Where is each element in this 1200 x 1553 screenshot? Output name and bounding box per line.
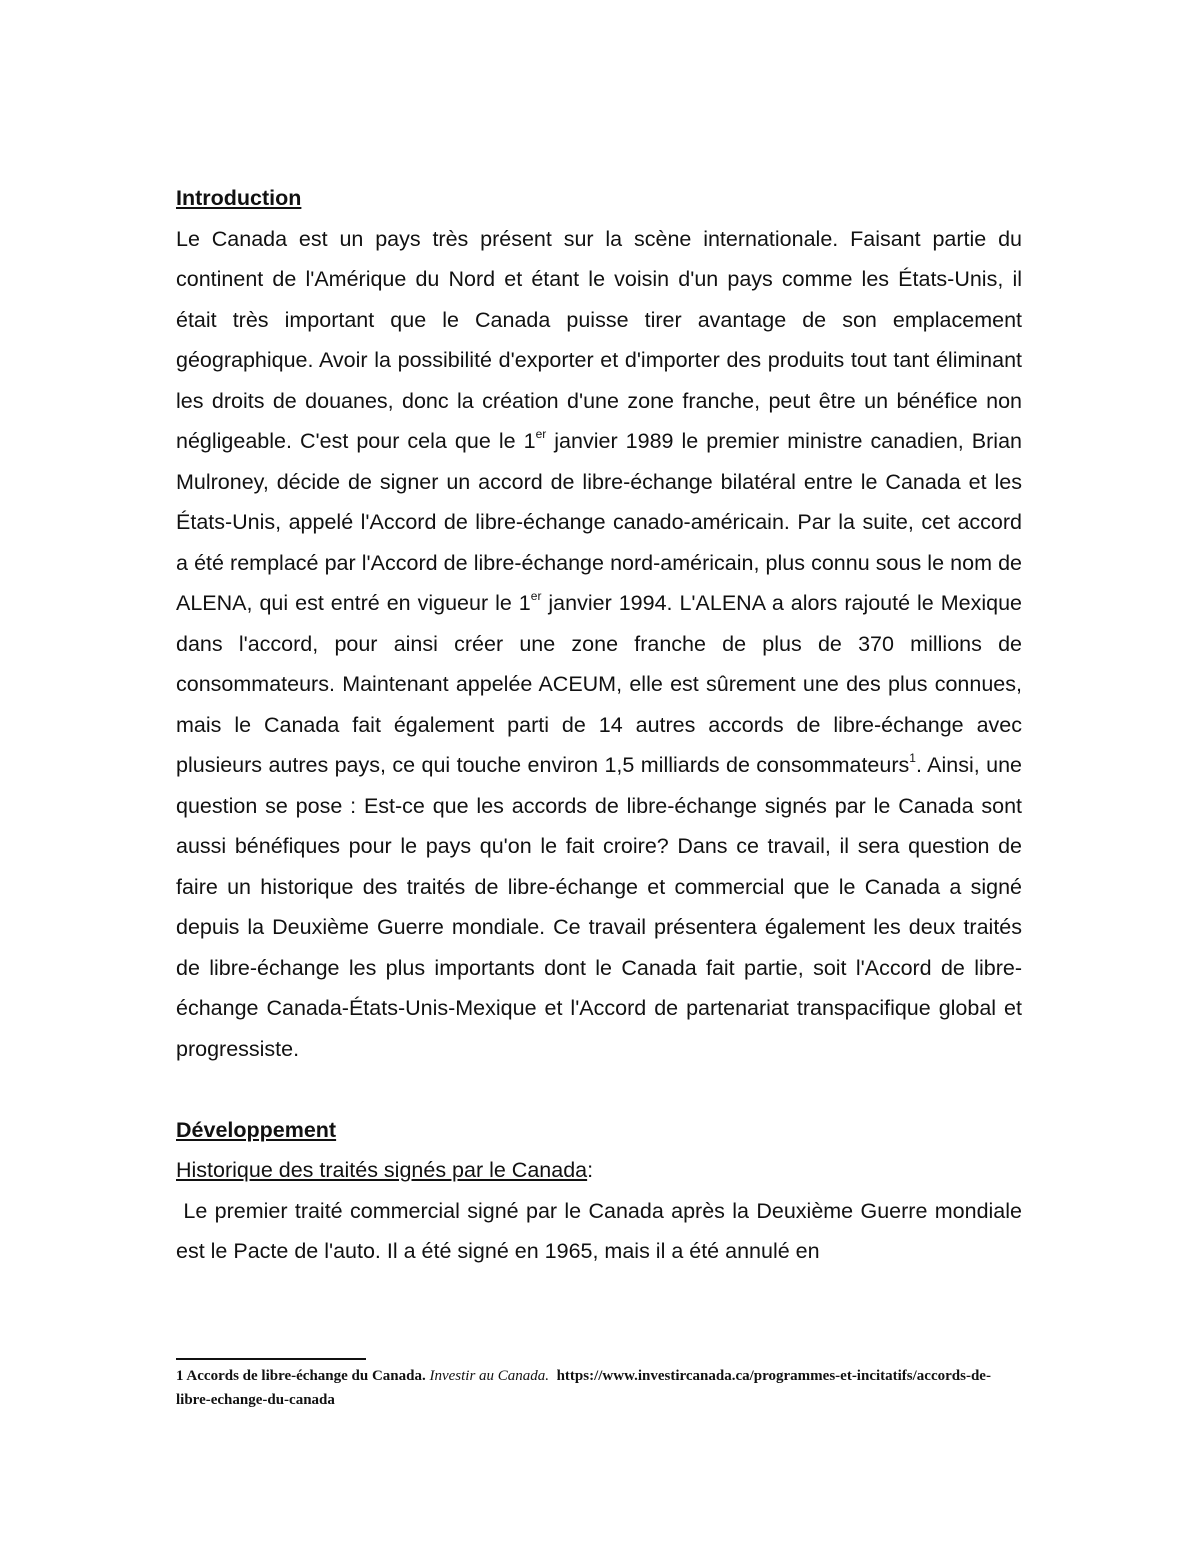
footnote-separator — [176, 1358, 366, 1360]
superscript-er: er — [535, 426, 547, 441]
superscript-er: er — [530, 588, 542, 603]
developpement-heading: Développement — [176, 1117, 337, 1142]
intro-text-part-2: janvier 1989 le premier ministre canadien, Brian Mulroney, décide de signer un accord de libre-échange bilatéral entre le Canada et les États-Unis, appelé l'Accord de libre-échange canado-américain. Par la suite, cet accord a été remplacé par l'Accord de libre-échange nord-américain, plus connu sous le nom de ALENA, qui est entré en vigueur le 1 — [176, 429, 1022, 615]
developpement-paragraph: Le premier traité commercial signé par le Canada après la Deuxième Guerre mondiale est le Pacte de l'auto. Il a été signé en 1965, mais il a été annulé en — [176, 1198, 1028, 1263]
footnote-number: 1 — [176, 1368, 184, 1384]
introduction-heading: Introduction — [176, 186, 302, 210]
paragraph-gap — [176, 1069, 1022, 1110]
footnote-reference[interactable]: 1 — [909, 750, 916, 765]
body-text — [176, 178, 1028, 1272]
subheading-line — [176, 1150, 1022, 1191]
footnote-source: Investir au Canada. — [429, 1368, 550, 1384]
introduction-paragraph — [176, 219, 1022, 1070]
historique-subheading: Historique des traités signés par le Canada — [176, 1158, 588, 1182]
subheading-colon: : — [587, 1158, 594, 1182]
intro-text-part-3: janvier 1994. L'ALENA a alors rajouté le Mexique dans l'accord, pour ainsi créer une zone franche de plus de 370 millions de consommateurs. Maintenant appelée ACEUM, elle est sûrement une des plus connues, mais le Canada fait également parti de 14 autres accords de libre-échange avec plusieurs autres pays, ce qui touche environ 1,5 milliards de consommateurs — [176, 591, 1022, 777]
intro-text-part-1: Le Canada est un pays très présent sur la scène internationale. Faisant partie du continent de l'Amérique du Nord et étant le voisin d'un pays comme les États-Unis, il était très important que le Canada puisse tirer avantage de son emplacement géographique. Avoir la possibilité d'exporter et d'importer des produits tout tant éliminant les droits de douanes, donc la création d'une zone franche, peut être un bénéfice non négligeable. C'est pour cela que le 1 — [176, 226, 1022, 453]
footnote — [176, 1364, 1022, 1412]
intro-text-part-4: . Ainsi, une question se pose : Est-ce que les accords de libre-échange signés par le Canada sont aussi bénéfiques pour le pays qu'on le fait croire? Dans ce travail, il sera question de faire un historique des traités de libre-échange et commercial que le Canada a signé depuis la Deuxième Guerre mondiale. Ce travail présentera également les deux traités de libre-échange les plus importants dont le Canada fait partie, soit l'Accord de libre-échange Canada-États-Unis-Mexique et l'Accord de partenariat transpacifique global et progressiste. — [176, 753, 1022, 1061]
footnote-url[interactable]: https://www.investircanada.ca/programmes-et-incitatifs/accords-de-libre-echange-du-canada — [176, 1368, 991, 1408]
footnote-title: Accords de libre-échange du Canada. — [183, 1368, 430, 1384]
